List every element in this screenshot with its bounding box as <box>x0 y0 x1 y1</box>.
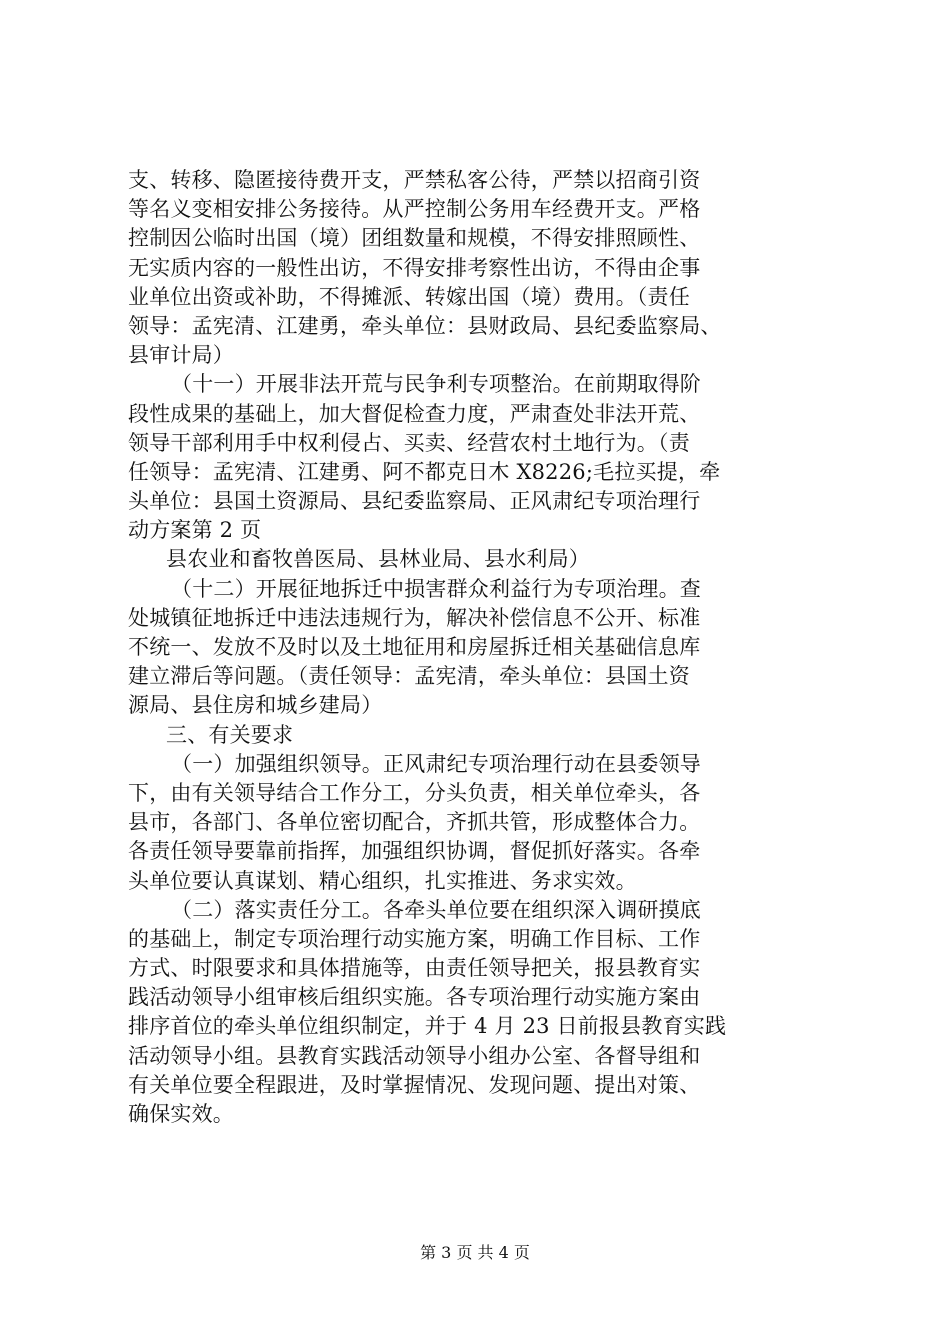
text-line: 方式、时限要求和具体措施等，由责任领导把关，报县教育实 <box>128 956 701 981</box>
paragraph-heading-line: （一）加强组织领导。正风肃纪专项治理行动在县委领导 <box>171 751 701 776</box>
text-line: 领导干部利用手中权利侵占、买卖、经营农村土地行为。（责 <box>128 430 690 455</box>
text-line: 县审计局） <box>128 343 234 368</box>
text-line: 确保实效。 <box>128 1102 234 1126</box>
text-line: 任领导：孟宪清、江建勇、阿不都克日木 X8226;毛拉买提，牵 <box>128 459 721 484</box>
section-heading: 三、有关要求 <box>166 722 294 747</box>
text-line: 段性成果的基础上，加大督促检查力度，严肃查处非法开荒、 <box>128 401 701 426</box>
paragraph-heading-line: （十一）开展非法开荒与民争利专项整治。在前期取得阶 <box>171 372 701 397</box>
page-footer: 第 3 页 共 4 页 <box>420 1243 530 1262</box>
text-line: 践活动领导小组审核后组织实施。各专项治理行动实施方案由 <box>128 985 701 1010</box>
text-line: 头单位要认真谋划、精心组织，扎实推进、务求实效。 <box>128 868 637 893</box>
text-line: 县农业和畜牧兽医局、县林业局、县水利局） <box>166 547 590 572</box>
text-line: 处城镇征地拆迁中违法违规行为，解决补偿信息不公开、标准 <box>128 605 701 630</box>
text-line: 动方案第 2 页 <box>128 518 262 543</box>
text-line: 不统一、发放不及时以及土地征用和房屋拆迁相关基础信息库 <box>128 635 701 659</box>
text-line: 无实质内容的一般性出访，不得安排考察性出访，不得由企事 <box>128 255 701 280</box>
paragraph-heading-line: （二）落实责任分工。各牵头单位要在组织深入调研摸底 <box>171 897 701 922</box>
text-line: 活动领导小组。县教育实践活动领导小组办公室、各督导组和 <box>128 1043 701 1068</box>
text-line: 业单位出资或补助，不得摊派、转嫁出国（境）费用。（责任 <box>128 284 690 309</box>
document-body <box>128 166 828 1129</box>
text-line: 支、转移、隐匿接待费开支，严禁私客公待，严禁以招商引资 <box>128 168 701 192</box>
text-line: 建立滞后等问题。（责任领导：孟宪清，牵头单位：县国土资 <box>128 664 690 689</box>
text-line: 控制因公临时出国（境）团组数量和规模，不得安排照顾性、 <box>128 226 701 251</box>
paragraph-heading-line: （十二）开展征地拆迁中损害群众利益行为专项治理。查 <box>171 576 701 601</box>
text-line: 头单位：县国土资源局、县纪委监察局、正风肃纪专项治理行 <box>128 489 701 514</box>
text-line: 的基础上，制定专项治理行动实施方案，明确工作目标、工作 <box>128 926 701 951</box>
text-line: 下，由有关领导结合工作分工，分头负责，相关单位牵头，各 <box>128 780 701 805</box>
text-line: 排序首位的牵头单位组织制定，并于 4 月 23 日前报县教育实践 <box>128 1014 727 1039</box>
text-line: 等名义变相安排公务接待。从严控制公务用车经费开支。严格 <box>128 197 701 222</box>
text-line: 领导：孟宪清、江建勇，牵头单位：县财政局、县纪委监察局、 <box>128 313 722 338</box>
text-line: 有关单位要全程跟进，及时掌握情况、发现问题、提出对策、 <box>128 1072 701 1097</box>
text-line: 各责任领导要靠前指挥，加强组织协调，督促抓好落实。各牵 <box>128 839 701 864</box>
text-line: 源局、县住房和城乡建局） <box>128 693 383 718</box>
text-line: 县市，各部门、各单位密切配合，齐抓共管，形成整体合力。 <box>128 810 701 835</box>
